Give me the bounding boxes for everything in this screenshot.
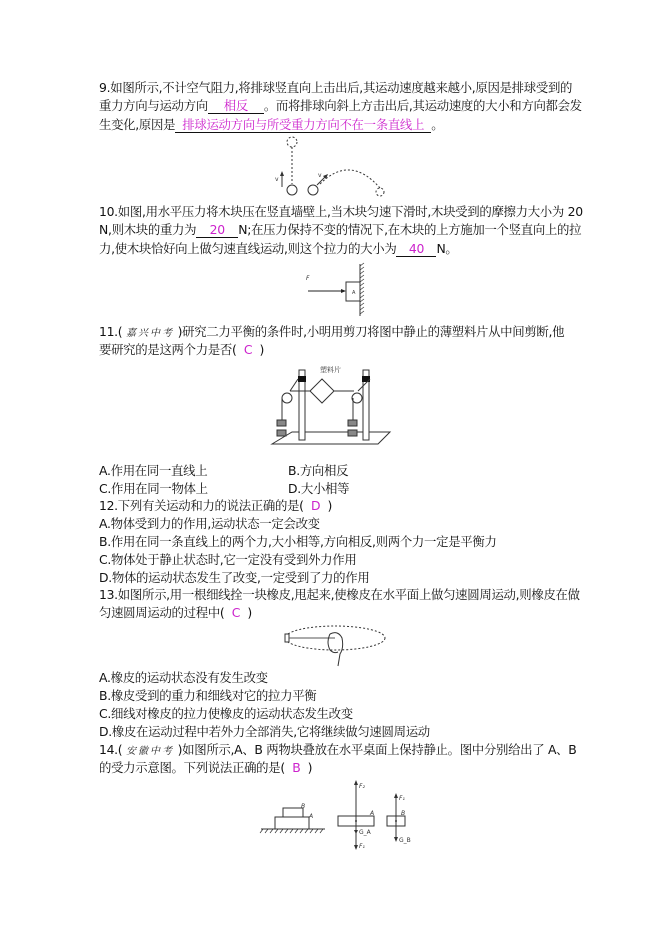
q12-answer: D	[310, 498, 321, 513]
q13-option-c: C.细线对橡皮的拉力使橡皮的运动状态发生改变	[99, 706, 353, 721]
parabola-path	[320, 170, 380, 188]
q13-line2	[99, 604, 252, 622]
q11-option-b: B.方向相反	[288, 463, 349, 478]
ball-top-dashed	[287, 137, 297, 147]
q11-option-c: C.作用在同一物体上	[99, 481, 208, 496]
q9-line2-pre: 重力方向与运动方向	[99, 98, 208, 113]
q9-line3-pre: 生变化,原因是	[99, 117, 176, 132]
q9-line2	[99, 97, 582, 115]
q14-source: 安徽中考	[125, 746, 174, 757]
q11-line1	[99, 323, 564, 343]
q14-answer: B	[292, 760, 301, 775]
label-plastic-sheet: 塑料片	[320, 366, 341, 374]
label-GB: G_B	[399, 837, 411, 844]
q10-line1: 10.如图,用水平压力将木块压在竖直墙壁上,当木块匀速下滑时,木块受到的摩擦力大小为 20	[99, 204, 583, 219]
q10-blank2: 40	[396, 242, 436, 257]
q13-line2-pre: 匀速圆周运动的过程中(	[99, 605, 225, 620]
block-A-stack	[275, 817, 309, 829]
q11-line2	[99, 341, 264, 359]
ball-landing	[376, 188, 384, 196]
q9-blank1: 相反	[208, 99, 264, 114]
q14-line1-post: )如图所示,A、B 两物块叠放在水平桌面上保持静止。图中分别给出了 A、B	[177, 742, 577, 757]
q9-blank2: 排球运动方向与所受重力方向不在一条直线上	[175, 118, 431, 133]
q11-option-a: A.作用在同一直线上	[99, 463, 208, 478]
q11-source: 嘉兴中考	[125, 328, 174, 339]
right-weight-2	[348, 430, 357, 436]
q10-line2-post: N;在压力保持不变的情况下,在木块的上方施加一个竖直向上的拉	[238, 222, 582, 237]
q12-option-d: D.物体的运动状态发生了改变,一定受到了力的作用	[99, 570, 370, 585]
q9-line2-post: 。而将排球向斜上方击出后,其运动速度的大小和方向都会发	[263, 98, 582, 113]
ball-vertical	[287, 185, 297, 195]
label-GA: G_A	[359, 829, 371, 836]
q10-block-wall-figure	[300, 262, 370, 318]
wall-hatching	[360, 263, 364, 314]
left-weight-1	[277, 420, 286, 426]
q13-circular-motion-figure	[280, 620, 390, 668]
q11-line2-pre: 要研究的是这两个力是否(	[99, 342, 237, 357]
right-weight-1	[348, 420, 357, 426]
q13-option-b: B.橡皮受到的重力和细线对它的拉力平衡	[99, 688, 317, 703]
eraser	[285, 634, 289, 642]
q12-stem	[99, 497, 332, 515]
left-pulley	[282, 393, 292, 403]
q10-line2-pre: N,则木块的重力为	[99, 222, 197, 237]
left-clamp	[298, 376, 306, 382]
q10-line3-pre: 力,使木块恰好向上做匀速直线运动,则这个拉力的大小为	[99, 241, 397, 256]
label-A-fbd: A	[370, 810, 375, 817]
q10-blank1: 20	[196, 223, 238, 238]
q9-line1: 9.如图所示,不计空气阻力,将排球竖直向上击出后,其运动速度越来越小,原因是排球受到的	[99, 80, 573, 95]
right-clamp	[362, 376, 370, 382]
label-F2: F₂	[359, 783, 365, 790]
q11-balance-apparatus-figure	[262, 362, 398, 454]
label-A-stack: A	[309, 813, 314, 820]
q9-volleyball-figure	[240, 132, 410, 198]
q12-stem-pre: 12.下列有关运动和力的说法正确的是(	[99, 498, 304, 513]
block-B-stack	[283, 808, 303, 817]
q14-force-diagram-figure	[255, 778, 415, 852]
q12-option-a: A.物体受到力的作用,运动状态一定会改变	[99, 516, 320, 531]
q13-line1: 13.如图所示,用一根细线拴一块橡皮,甩起来,使橡皮在水平面上做匀速圆周运动,则橡皮在做	[99, 587, 580, 602]
label-B-stack: B	[301, 803, 306, 810]
label-B-fbd: B	[401, 810, 406, 817]
q14-line2-pre: 的受力示意图。下列说法正确的是(	[99, 760, 285, 775]
label-F1-B: F₁	[399, 795, 405, 802]
left-weight-2	[277, 430, 286, 436]
table-hatching	[260, 829, 323, 833]
q13-answer: C	[231, 605, 241, 620]
q13-option-d: D.橡皮在运动过程中若外力全部消失,它将继续做匀速圆周运动	[99, 724, 430, 739]
label-F1: F₁	[359, 843, 365, 850]
label-v1: v	[275, 176, 279, 183]
base-board	[272, 432, 390, 444]
q10-line3-post: N。	[436, 241, 458, 256]
q14-line2-post: )	[307, 760, 313, 775]
q10-line2	[99, 221, 581, 239]
plastic-sheet	[310, 379, 334, 403]
q11-line2-post: )	[259, 342, 264, 357]
label-A: A	[352, 290, 356, 296]
label-F: F	[306, 275, 310, 282]
q11-answer: C	[243, 342, 253, 357]
q13-line2-post: )	[247, 605, 252, 620]
q10-line3	[99, 240, 458, 258]
q14-line1	[99, 741, 576, 761]
q12-option-b: B.作用在同一条直线上的两个力,大小相等,方向相反,则两个力一定是平衡力	[99, 534, 497, 549]
q14-line2	[99, 759, 312, 777]
q9-line3-post: 。	[431, 117, 444, 132]
q11-option-d: D.大小相等	[288, 481, 350, 496]
q14-num: 14.(	[99, 742, 123, 757]
ball-oblique	[308, 185, 318, 195]
q12-stem-post: )	[327, 498, 333, 513]
q11-num: 11.(	[99, 324, 123, 339]
q12-option-c: C.物体处于静止状态时,它一定没有受到外力作用	[99, 552, 357, 567]
q13-option-a: A.橡皮的运动状态没有发生改变	[99, 670, 268, 685]
q11-line1-post: )研究二力平衡的条件时,小明用剪刀将图中静止的薄塑料片从中间剪断,他	[177, 324, 565, 339]
label-v2: v	[318, 172, 322, 179]
